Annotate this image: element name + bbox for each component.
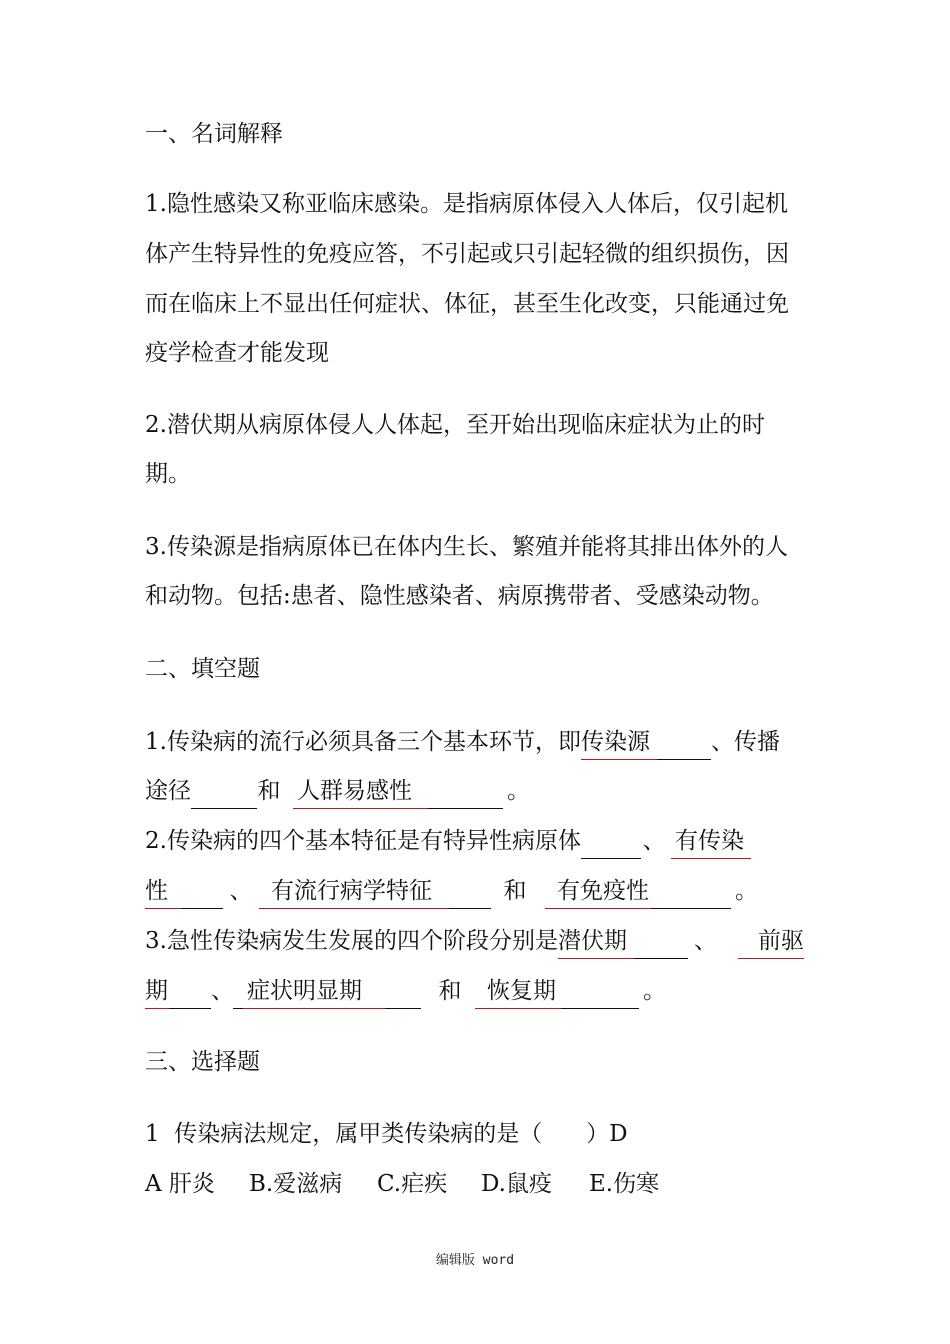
page-footer: 编辑版 word <box>435 1253 515 1268</box>
fill-q1-blank-2 <box>293 776 503 806</box>
conjunction-text: 和 <box>503 878 527 904</box>
choice-q1-options <box>145 1169 659 1199</box>
definition-1-line-4: 疫学检查才能发现 <box>145 340 329 366</box>
option-e: E.伤寒 <box>589 1171 660 1197</box>
section-heading-1: 一、名词解释 <box>145 121 283 147</box>
fill-q1-text: 1.传染病的流行必须具备三个基本环节，即 <box>145 729 581 755</box>
option-c: C.疟疾 <box>377 1171 448 1197</box>
section-heading-3: 三、选择题 <box>145 1049 260 1075</box>
fill-q3-blank-2a <box>738 926 804 956</box>
fill-q3-blank-1 <box>558 926 688 956</box>
fill-q2-blank-1b <box>145 876 223 906</box>
fill-q2-blank-empty <box>581 826 641 856</box>
answer-text: 传染源 <box>580 729 650 755</box>
option-b: B.爱滋病 <box>249 1171 343 1197</box>
option-a: A 肝炎 <box>145 1171 215 1197</box>
separator-text: 、 <box>693 928 717 954</box>
fill-q3-line-1 <box>145 926 804 956</box>
definition-3-line-2: 和动物。包括:患者、隐性感染者、病原携带者、受感染动物。 <box>145 583 774 609</box>
definition-1-line-1: 1.隐性感染又称亚临床感染。是指病原体侵入人体后，仅引起机 <box>145 191 788 217</box>
answer-text: 期 <box>145 978 168 1004</box>
fill-q1-blank-1 <box>581 727 711 757</box>
answer-text: 症状明显期 <box>247 978 362 1004</box>
fill-q2-blank-2 <box>259 876 491 906</box>
answer-text: 有流行病学特征 <box>271 878 432 904</box>
period-text: 。 <box>735 878 758 904</box>
answer-text: 性 <box>145 878 168 904</box>
definition-1-line-3: 而在临床上不显出任何症状、体征，甚至生化改变，只能通过免 <box>145 291 789 317</box>
fill-q2-text: 2.传染病的四个基本特征是有特异性病原体 <box>145 828 581 854</box>
fill-q3-blank-3 <box>233 976 421 1006</box>
fill-q1-line-1 <box>145 727 780 757</box>
definition-1-line-2: 体产生特异性的免疫应答，不引起或只引起轻微的组织损伤，因 <box>145 241 789 267</box>
fill-q3-line-2 <box>145 976 666 1006</box>
definition-2-line-2: 期。 <box>145 461 191 487</box>
period-text: 。 <box>643 978 666 1004</box>
fill-q1-text-2: 途径 <box>145 778 191 804</box>
fill-q1-text-mid: 、传播 <box>710 729 780 755</box>
answer-text: 潜伏期 <box>557 928 627 954</box>
choice-q1-stem: 1 传染病法规定，属甲类传染病的是（ ）D <box>145 1121 628 1147</box>
fill-q3-blank-2b <box>145 976 211 1006</box>
fill-q1-line-2 <box>145 776 530 806</box>
fill-q2-blank-3 <box>545 876 731 906</box>
answer-text: 人群易感性 <box>297 778 412 804</box>
answer-text: 有免疫性 <box>557 878 649 904</box>
conjunction-text: 和 <box>257 778 281 804</box>
fill-q3-text: 3.急性传染病发生发展的四个阶段分别是 <box>145 928 558 954</box>
definition-2-line-1: 2.潜伏期从病原体侵人人体起，至开始出现临床症状为止的时 <box>145 412 765 438</box>
fill-q2-blank-1a <box>671 826 751 856</box>
period-text: 。 <box>507 778 530 804</box>
fill-q2-line-2 <box>145 876 758 906</box>
answer-text: 恢复期 <box>487 978 556 1004</box>
definition-3-line-1: 3.传染源是指病原体已在体内生长、繁殖并能将其排出体外的人 <box>145 534 788 560</box>
separator-text: 、 <box>642 828 666 854</box>
fill-q2-line-1 <box>145 826 751 856</box>
separator-text: 、 <box>229 878 253 904</box>
section-heading-2: 二、填空题 <box>145 656 260 682</box>
conjunction-text: 和 <box>438 978 462 1004</box>
separator-text: 、 <box>211 978 234 1004</box>
fill-q3-blank-4 <box>475 976 639 1006</box>
option-d: D.鼠疫 <box>481 1171 552 1197</box>
answer-text: 有传染 <box>674 828 744 854</box>
answer-text: 前驱 <box>757 928 804 954</box>
fill-q1-blank-empty <box>191 776 257 806</box>
